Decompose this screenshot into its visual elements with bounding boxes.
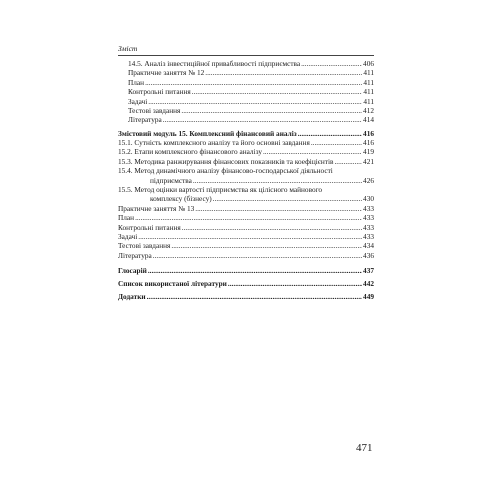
leader-dots [205,68,362,77]
toc-entry-page: 416 [363,137,374,147]
toc-entry-label: Література [118,250,152,260]
toc-entry-page: 406 [363,59,374,68]
toc-entry-tasks [118,97,374,106]
leader-dots [148,97,362,106]
toc-entry-15-1 [118,138,374,147]
toc-entry-label: комплексу (бізнесу) [150,194,212,204]
toc-entry-page: 442 [363,279,374,288]
toc-entry-references [118,279,374,288]
toc-entry-label: 14.5. Аналіз інвестиційної привабливості підприємства [128,59,301,68]
toc-entry-page: 412 [363,106,374,115]
toc-entry-page: 411 [363,68,374,78]
toc-entry-label: Контрольні питання [118,222,181,232]
toc-entry-15-3 [118,157,374,166]
toc-entry-practical-12 [118,68,374,77]
toc-entry-page: 433 [363,203,374,213]
toc-entry-page: 426 [363,175,374,185]
running-head: Зміст [118,44,138,53]
leader-dots [311,138,362,147]
toc-entry-label: Задачі [118,231,138,241]
toc-entry-module-15 [118,129,374,138]
leader-dots [163,115,362,124]
page-number: 471 [356,442,373,454]
toc-entry-label: Додатки [118,292,146,301]
toc-entry-label: Контрольні питання [128,87,191,97]
toc-entry-practical-13 [118,204,374,213]
toc-entry-page: 430 [363,194,374,204]
toc-entry-appendices [118,292,374,301]
toc-entry-glossary [118,266,374,275]
toc-entry-label: Література [128,115,162,125]
toc-entry-page: 421 [363,156,374,166]
toc-entry-label: Задачі [128,96,148,106]
toc-entry-label: План [118,213,135,223]
leader-dots [181,106,362,115]
toc-entry-label: Тестові завдання [128,106,181,115]
toc-entry-tests [118,106,374,115]
toc-entry-label: Змістовий модуль 15. Комплексний фінансовий аналіз [118,128,297,138]
toc-entry-plan [118,213,374,222]
toc-entry-label: План [128,77,145,87]
toc-entry-page: 411 [363,87,374,97]
leader-dots [147,292,362,301]
leader-dots [153,251,362,260]
toc-entry-label: Глосарій [118,266,147,275]
toc-entry-label: 15.1. Сутність комплексного аналізу та його основні завдання [118,137,310,147]
toc-entry-page: 433 [363,231,374,241]
toc-entry-page: 414 [363,115,374,125]
toc-entry-literature [118,251,374,260]
leader-dots [135,213,362,222]
toc-entry-label: 15.3. Методика ранжирування фінансових показників та коефіцієнтів [118,156,334,166]
toc-entry-control-questions [118,87,374,96]
toc-entry-label: Практичне заняття № 12 [128,68,205,78]
leader-dots [192,87,363,96]
leader-dots [138,232,362,241]
toc-entry-control-questions [118,223,374,232]
header-rule [118,55,374,56]
toc-entry-label: Практичне заняття № 13 [118,203,195,213]
leader-dots [298,129,362,138]
toc-entry-label: Тестові завдання [118,241,171,251]
leader-dots [334,157,362,166]
toc-entry-page: 436 [363,250,374,260]
toc-entry-14-5 [118,59,374,68]
toc-entry-page: 411 [363,96,374,106]
toc-entry-page: 416 [363,128,374,138]
leader-dots [213,194,362,203]
toc-entry-page: 433 [363,222,374,232]
leader-dots [148,266,362,275]
toc-entry-plan [118,78,374,87]
leader-dots [228,279,362,288]
leader-dots [195,204,362,213]
toc-entry-15-2 [118,147,374,156]
toc-entry-label: 15.2. Етапи комплексного фінансового аналізу [118,147,262,157]
toc-entry-label: підприємства [150,175,192,185]
toc-entry-tasks [118,232,374,241]
toc-entry-page: 411 [363,77,374,87]
toc-entry-tests [118,241,374,250]
toc-entry-literature [118,115,374,124]
leader-dots [263,147,362,156]
toc-entry-page: 419 [363,147,374,157]
toc-entry-page: 449 [363,292,374,301]
leader-dots [145,78,362,87]
toc-entry-label: Список використаної літератури [118,279,227,288]
toc-entry-15-5 [150,194,374,203]
toc-entry-page: 437 [363,266,374,275]
leader-dots [171,241,362,250]
toc-entry-15-5-line1: 15.5. Метод оцінки вартості підприємства як цілісного майнового [118,184,323,194]
leader-dots [301,59,362,68]
toc-entry-page: 433 [363,213,374,223]
toc-entry-15-4 [150,176,374,185]
toc-entry-page: 434 [363,241,374,251]
leader-dots [182,223,362,232]
toc-entry-15-4-line1: 15.4. Метод динамічного аналізу фінансово-господарської діяльності [118,166,333,176]
leader-dots [193,176,362,185]
